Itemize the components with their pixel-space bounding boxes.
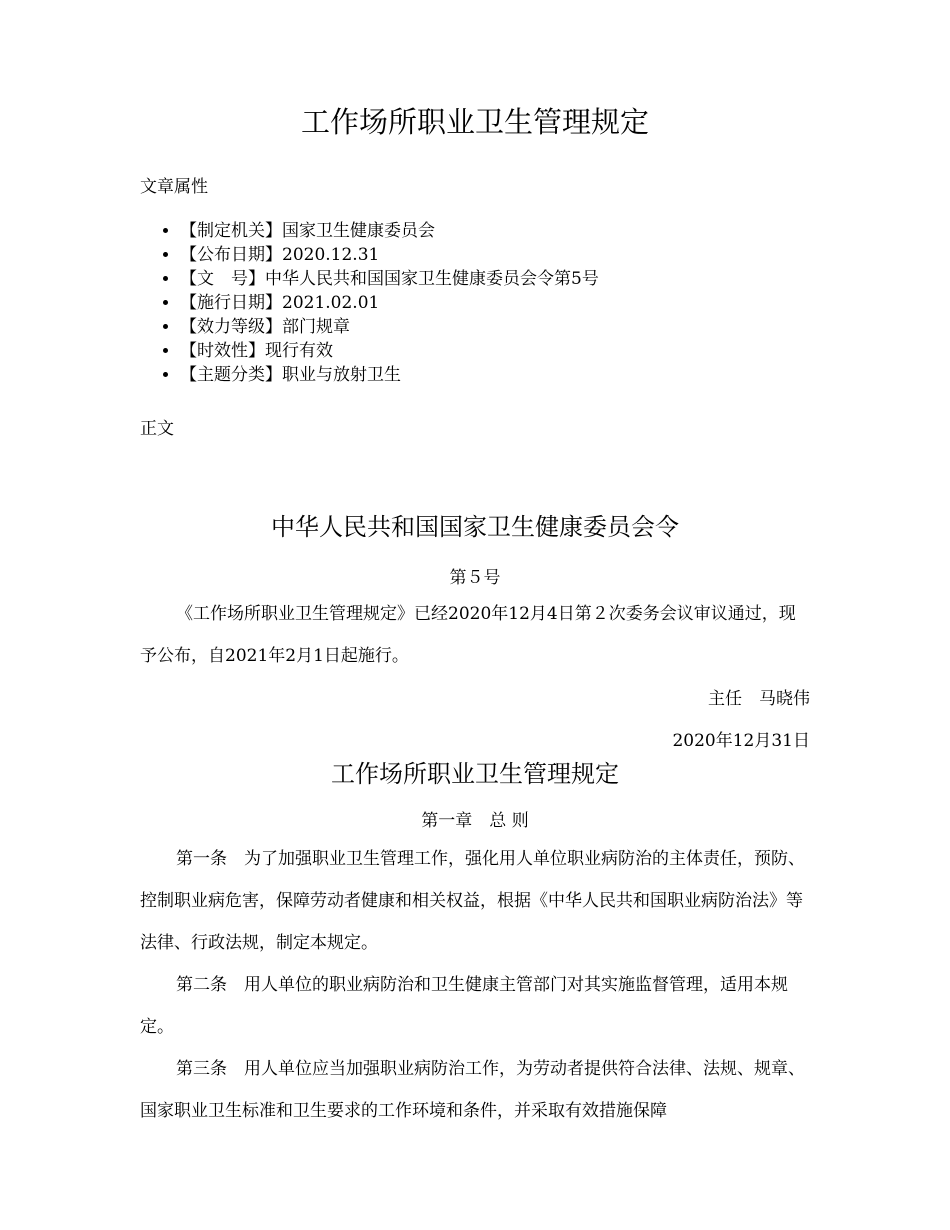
attribute-item: • 【公布日期】2020.12.31 <box>180 243 599 267</box>
chapter-heading: 第一章 总 则 <box>421 811 529 831</box>
article-3: 第三条 用人单位应当加强职业病防治工作，为劳动者提供符合法律、法规、规章、国家职业卫生标准和卫生要求的工作环境和条件，并采取有效措施保障 <box>140 1059 805 1121</box>
sign-date: 2020年12月31日 <box>672 731 810 751</box>
body-label: 正文 <box>140 419 174 439</box>
attribute-item: • 【时效性】现行有效 <box>180 339 599 363</box>
attribute-item: • 【效力等级】部门规章 <box>180 315 599 339</box>
order-title: 中华人民共和国国家卫生健康委员会令 <box>271 513 679 541</box>
attribute-item: • 【制定机关】国家卫生健康委员会 <box>180 219 599 243</box>
promulgation-text: 《工作场所职业卫生管理规定》已经2020年12月4日第２次委务会议审议通过，现予公布，自2021年2月1日起施行。 <box>140 604 796 666</box>
signer: 主任 马晓伟 <box>708 689 810 709</box>
article-1: 第一条 为了加强职业卫生管理工作，强化用人单位职业病防治的主体责任，预防、控制职业病危害，保障劳动者健康和相关权益，根据《中华人民共和国职业病防治法》等法律、行政法规，制定本规定。 <box>140 849 805 953</box>
regulation-title: 工作场所职业卫生管理规定 <box>331 760 619 788</box>
attributes-list <box>140 219 599 387</box>
order-number: 第５号 <box>449 568 501 588</box>
articles <box>140 838 812 1132</box>
attributes-label: 文章属性 <box>140 177 208 197</box>
attribute-item: • 【文 号】中华人民共和国国家卫生健康委员会令第5号 <box>180 267 599 291</box>
attribute-item: • 【主题分类】职业与放射卫生 <box>180 363 599 387</box>
promulgation-paragraph <box>140 593 812 677</box>
attribute-item: • 【施行日期】2021.02.01 <box>180 291 599 315</box>
document-title: 工作场所职业卫生管理规定 <box>300 105 649 139</box>
article-2: 第二条 用人单位的职业病防治和卫生健康主管部门对其实施监督管理，适用本规定。 <box>140 975 788 1037</box>
